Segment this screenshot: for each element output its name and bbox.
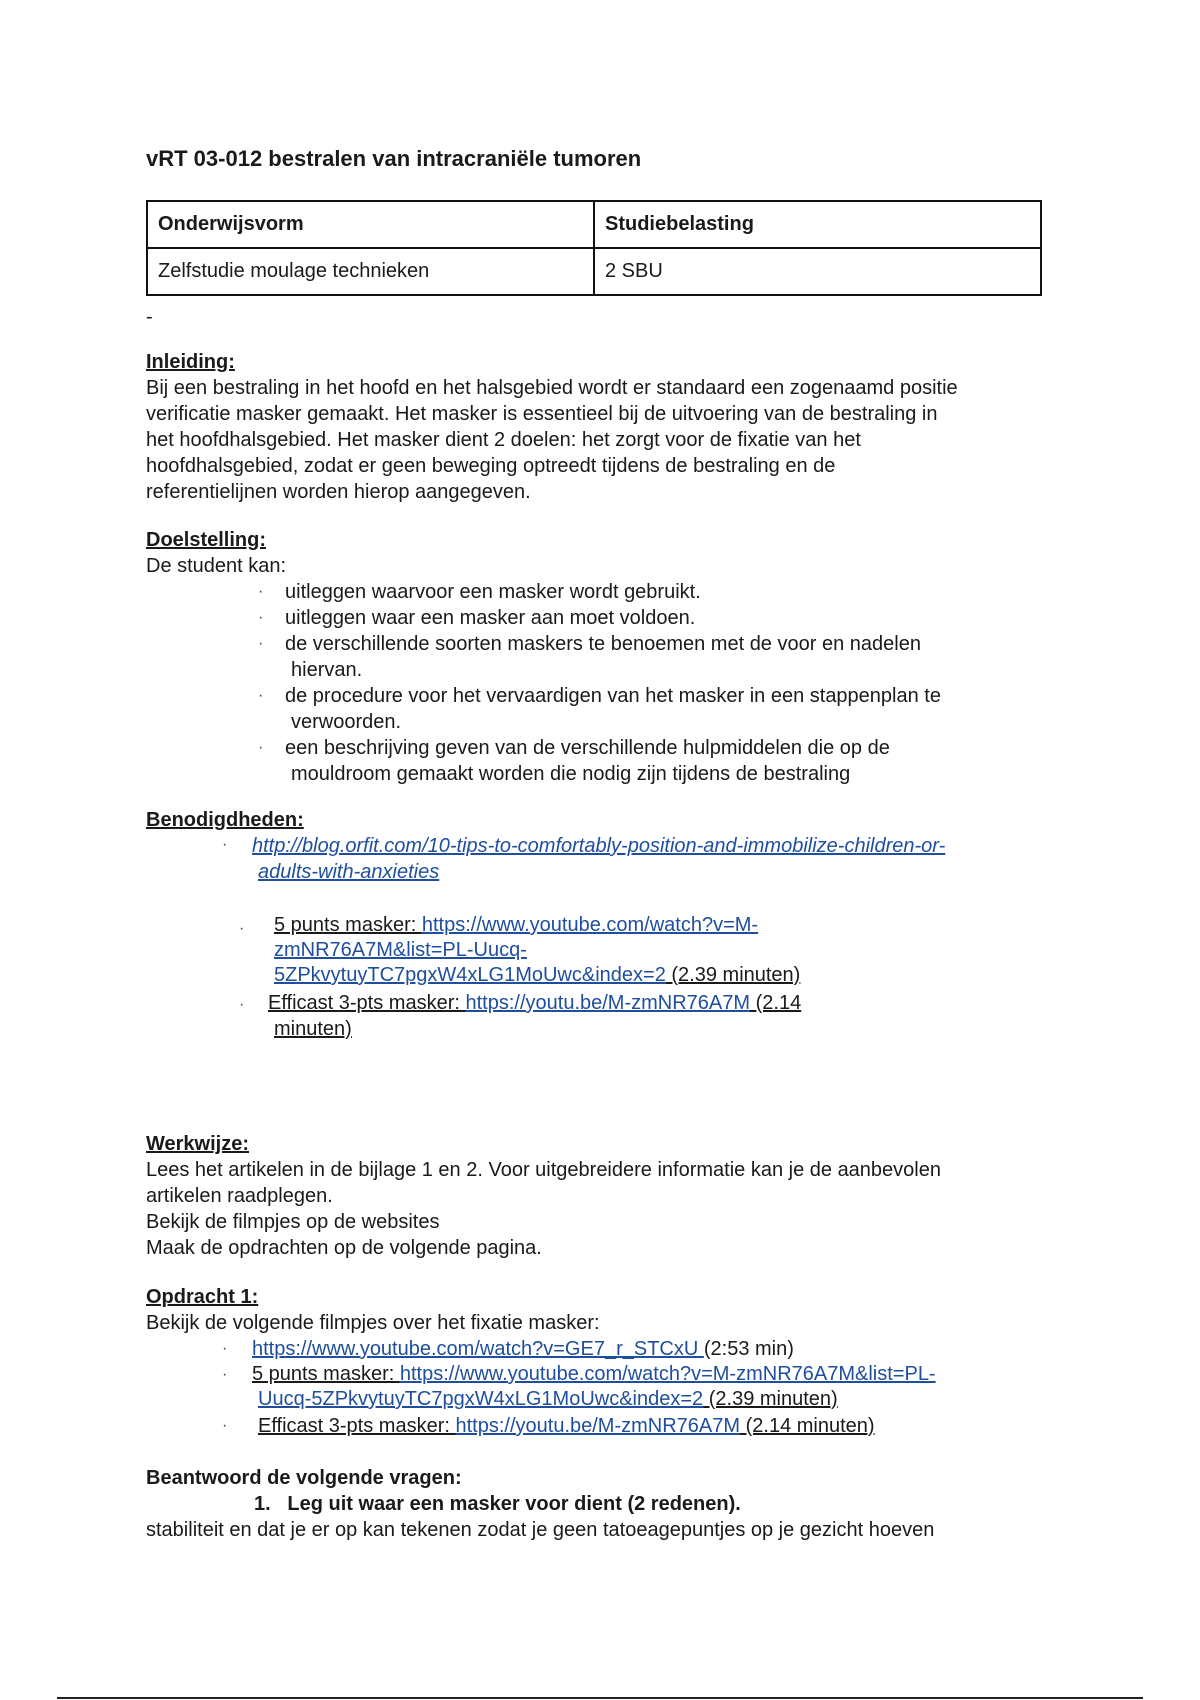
bullet-dot-icon: · [258, 609, 264, 626]
bullet-dot-icon: · [222, 1417, 228, 1434]
bullet-dot-icon: · [222, 836, 228, 853]
goal-text: uitleggen waarvoor een masker wordt gebruikt. [285, 581, 701, 603]
table-cell: 2 SBU [594, 248, 1041, 295]
video1-duration: (2:53 min) [703, 1338, 794, 1360]
list-item [258, 579, 1066, 605]
separator-dash: - [146, 306, 153, 328]
five-point-label: 5 punts masker: [252, 1363, 400, 1385]
intro-heading: Inleiding: [146, 351, 235, 373]
method-section [146, 1131, 1066, 1261]
goals-section [146, 527, 1066, 787]
supplies-section [146, 807, 1066, 833]
efficast-link[interactable]: https://youtu.be/M-zmNR76A7M [455, 1415, 741, 1437]
goal-text: de procedure voor het vervaardigen van het masker in een stappenplan te [285, 685, 941, 707]
intro-section [146, 349, 1066, 505]
video1-item [252, 1336, 794, 1362]
bullet-dot-icon: · [239, 920, 245, 937]
five-point-duration: (2.39 minuten) [703, 1388, 838, 1410]
efficast-label: Efficast 3-pts masker: [258, 1415, 456, 1437]
table-cell: Zelfstudie moulage technieken [147, 248, 594, 295]
method-line: artikelen raadplegen. [146, 1185, 333, 1207]
list-item [258, 735, 1066, 787]
efficast-duration: (2.14 minuten) [740, 1415, 875, 1437]
bullet-dot-icon: · [222, 1366, 228, 1383]
efficast-duration: (2.14 [750, 992, 802, 1014]
goals-list [258, 579, 1066, 787]
video1-link[interactable]: https://www.youtube.com/watch?v=GE7_r_STCxU [252, 1338, 704, 1360]
video3-item [258, 1413, 875, 1439]
five-point-link[interactable]: Uucq-5ZPkvytuyTC7pgxW4xLG1MoUwc&index=2 [258, 1388, 704, 1410]
goal-text: een beschrijving geven van de verschillende hulpmiddelen die op de [285, 737, 890, 759]
assignment-heading: Opdracht 1: [146, 1286, 259, 1308]
orfit-link[interactable] [252, 833, 945, 885]
assignment-lead: Bekijk de volgende filmpjes over het fixatie masker: [146, 1312, 600, 1334]
table-row [147, 248, 1041, 295]
study-load-table [146, 200, 1042, 296]
method-heading: Werkwijze: [146, 1133, 249, 1155]
intro-line: het hoofdhalsgebied. Het masker dient 2 doelen: het zorgt voor de fixatie van het [146, 429, 861, 451]
five-point-link[interactable]: zmNR76A7M&list=PL-Uucq- [274, 939, 527, 961]
intro-line: referentielijnen worden hierop aangegeven. [146, 481, 531, 503]
efficast-mask-item [268, 990, 801, 1042]
intro-line: verificatie masker gemaakt. Het masker is essentieel bij de uitvoering van de bestraling in [146, 403, 938, 425]
orfit-link-line[interactable]: http://blog.orfit.com/10-tips-to-comfortably-position-and-immobilize-children-or- [252, 835, 946, 857]
five-point-link[interactable]: 5ZPkvytuyTC7pgxW4xLG1MoUwc&index=2 [274, 964, 666, 986]
goal-text-continued: verwoorden. [291, 711, 402, 733]
bullet-dot-icon: · [258, 739, 264, 756]
goal-text-continued: hiervan. [291, 659, 363, 681]
five-point-duration: (2.39 minuten) [665, 964, 801, 986]
method-line: Bekijk de filmpjes op de websites [146, 1211, 440, 1233]
five-point-label: 5 punts masker: [274, 914, 422, 936]
goal-text: uitleggen waar een masker aan moet voldoen. [285, 607, 696, 629]
efficast-link[interactable]: https://youtu.be/M-zmNR76A7M [465, 992, 751, 1014]
video2-item [252, 1362, 936, 1412]
assignment-section [146, 1284, 1066, 1336]
answer-text: stabiliteit en dat je er op kan tekenen zodat je geen tatoeagepuntjes op je gezicht hoeven [146, 1519, 935, 1541]
goals-heading: Doelstelling: [146, 529, 267, 551]
goal-text-continued: mouldroom gemaakt worden die nodig zijn tijdens de bestraling [291, 763, 851, 785]
five-point-link[interactable]: https://www.youtube.com/watch?v=M-zmNR76A7M&list=PL- [399, 1363, 936, 1385]
question-number: 1. [254, 1493, 271, 1515]
bullet-dot-icon: · [258, 583, 264, 600]
efficast-duration: minuten) [274, 1018, 352, 1040]
list-item [258, 605, 1066, 631]
orfit-link-line[interactable]: adults-with-anxieties [258, 861, 440, 883]
table-header-cell: Onderwijsvorm [147, 201, 594, 248]
goal-text: de verschillende soorten maskers te benoemen met de voor en nadelen [285, 633, 921, 655]
page-divider [57, 1697, 1143, 1699]
goals-lead: De student kan: [146, 555, 287, 577]
questions-heading: Beantwoord de volgende vragen: [146, 1467, 462, 1489]
intro-line: Bij een bestraling in het hoofd en het halsgebied wordt er standaard een zogenaamd positie [146, 377, 958, 399]
document-title: vRT 03-012 bestralen van intracraniële tumoren [146, 146, 642, 171]
question-text: Leg uit waar een masker voor dient (2 redenen). [287, 1493, 741, 1515]
efficast-label: Efficast 3-pts masker: [268, 992, 466, 1014]
bullet-dot-icon: · [258, 635, 264, 652]
bullet-dot-icon: · [258, 687, 264, 704]
bullet-dot-icon: · [239, 996, 245, 1013]
method-line: Lees het artikelen in de bijlage 1 en 2. Voor uitgebreidere informatie kan je de aanbevolen [146, 1159, 941, 1181]
five-point-mask-item [274, 913, 800, 988]
list-item [258, 631, 1066, 683]
table-header-cell: Studiebelasting [594, 201, 1041, 248]
intro-line: hoofdhalsgebied, zodat er geen beweging optreedt tijdens de bestraling en de [146, 455, 836, 477]
list-item [258, 683, 1066, 735]
question-1 [254, 1491, 741, 1517]
five-point-link[interactable]: https://www.youtube.com/watch?v=M- [421, 914, 759, 936]
bullet-dot-icon: · [222, 1340, 228, 1357]
supplies-heading: Benodigdheden: [146, 809, 304, 831]
table-header-row [147, 201, 1041, 248]
method-line: Maak de opdrachten op de volgende pagina. [146, 1237, 542, 1259]
